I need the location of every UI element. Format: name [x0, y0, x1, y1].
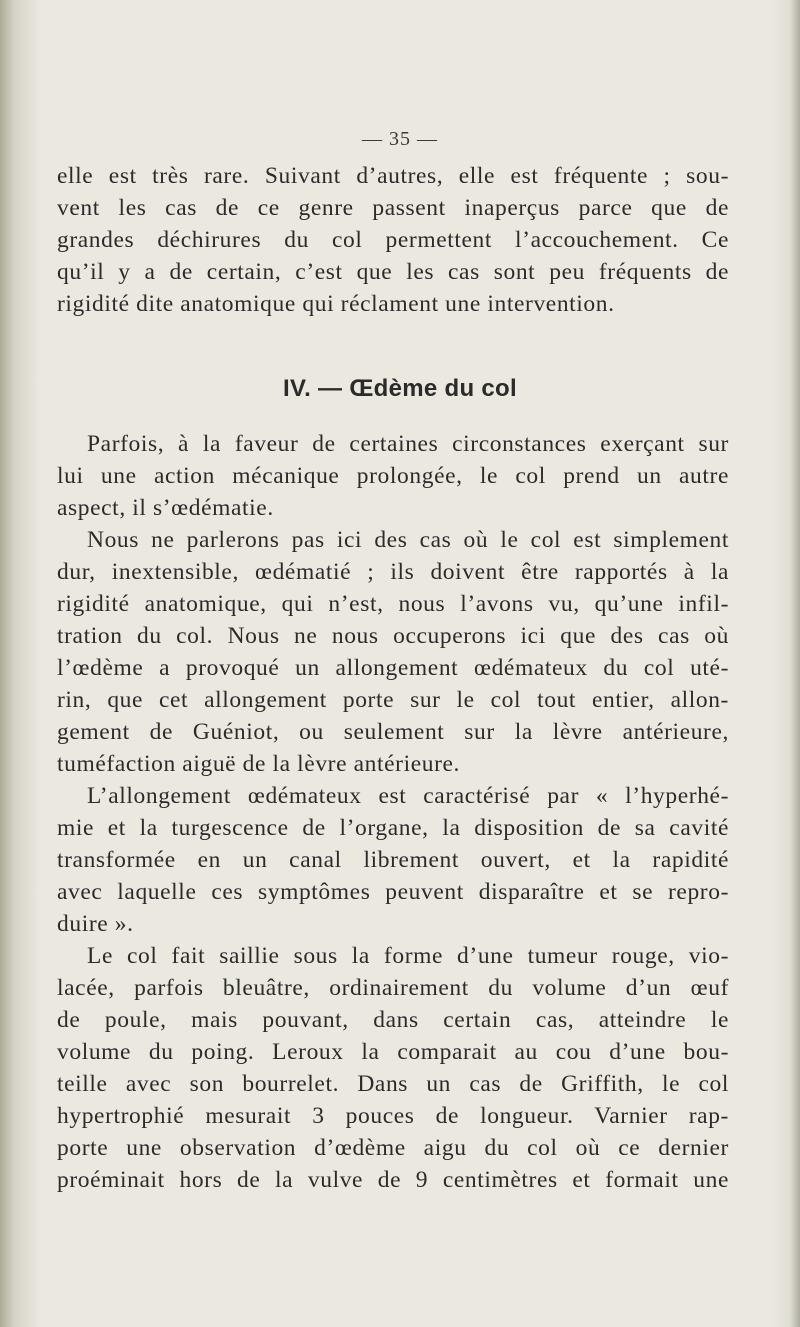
text-line: rigidité dite anatomique qui réclament une intervention. — [57, 291, 615, 317]
text-line: volume du poing. Leroux la comparait au cou d’une bou- — [57, 1039, 729, 1065]
text-line: rigidité anatomique, qui n’est, nous l’avons vu, qu’une infil- — [57, 591, 729, 617]
text-line: teille avec son bourrelet. Dans un cas de Griffith, le col — [57, 1071, 729, 1097]
text-line: qu’il y a de certain, c’est que les cas sont peu fréquents de — [57, 259, 729, 285]
text-line: proéminait hors de la vulve de 9 centimètres et formait une — [57, 1167, 729, 1193]
page-number: — 35 — — [362, 128, 438, 150]
text-line: Le col fait saillie sous la forme d’une tumeur rouge, vio- — [87, 943, 729, 969]
text-line: elle est très rare. Suivant d’autres, elle est fréquente ; sou- — [57, 163, 729, 189]
text-line: mie et la turgescence de l’organe, la disposition de sa cavité — [57, 815, 729, 841]
text-line: l’œdème a provoqué un allongement œdémateux du col uté- — [57, 655, 729, 681]
text-line: gement de Guéniot, ou seulement sur la lèvre antérieure, — [57, 719, 729, 745]
text-line: vent les cas de ce genre passent inaperçus parce que de — [57, 195, 729, 221]
text-line: tration du col. Nous ne nous occuperons ici que des cas où — [57, 623, 729, 649]
text-line: L’allongement œdémateux est caractérisé par « l’hyperhé- — [87, 783, 729, 809]
text-line: de poule, mais pouvant, dans certain cas, atteindre le — [57, 1007, 729, 1033]
section-body — [57, 428, 729, 1196]
text-line: transformée en un canal librement ouvert, et la rapidité — [57, 847, 729, 873]
paragraph-top — [57, 160, 729, 320]
text-line: grandes déchirures du col permettent l’accouchement. Ce — [57, 227, 729, 253]
text-line: Parfois, à la faveur de certaines circonstances exerçant sur — [87, 431, 729, 457]
text-line: Nous ne parlerons pas ici des cas où le col est simplement — [87, 527, 729, 553]
text-line: rin, que cet allongement porte sur le col tout entier, allon- — [57, 687, 729, 713]
text-line: duire ». — [57, 911, 134, 937]
section-heading: IV. — Œdème du col — [283, 375, 517, 402]
text-line: tuméfaction aiguë de la lèvre antérieure. — [57, 751, 461, 777]
text-line: lui une action mécanique prolongée, le col prend un autre — [57, 463, 729, 489]
text-line: aspect, il s’œdématie. — [57, 495, 274, 521]
text-line: dur, inextensible, œdématié ; ils doivent être rapportés à la — [57, 559, 729, 585]
text-line: hypertrophié mesurait 3 pouces de longueur. Varnier rap- — [57, 1103, 729, 1129]
text-line: porte une observation d’œdème aigu du col où ce dernier — [57, 1135, 729, 1161]
text-line: avec laquelle ces symptômes peuvent disparaître et se repro- — [57, 879, 729, 905]
text-line: lacée, parfois bleuâtre, ordinairement du volume d’un œuf — [57, 975, 729, 1001]
